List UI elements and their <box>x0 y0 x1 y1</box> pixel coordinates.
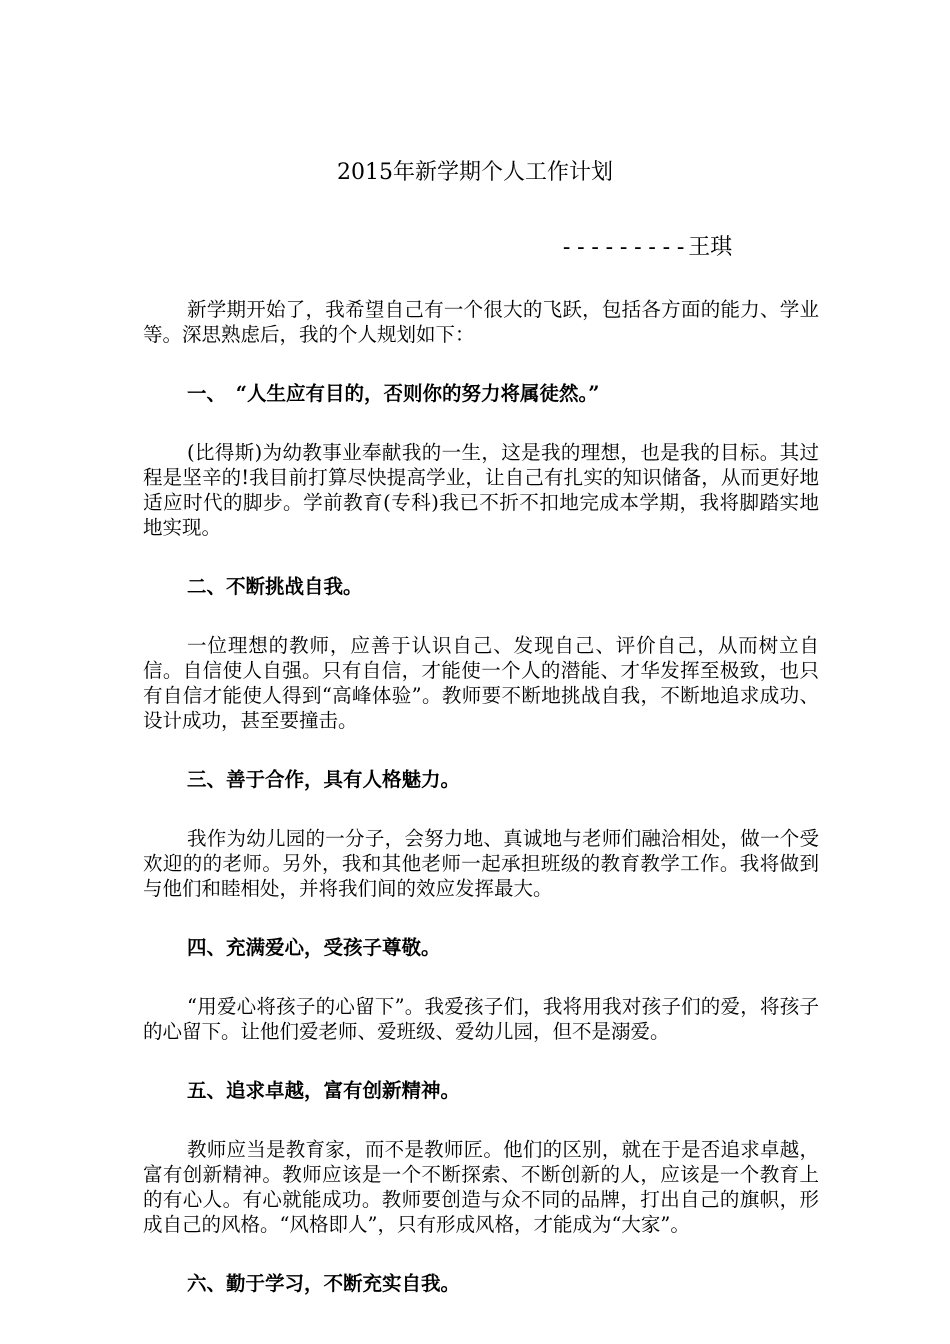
intro-paragraph: 新学期开始了，我希望自己有一个很大的飞跃，包括各方面的能力、学业等。深思熟虑后，我的个人规划如下： <box>143 298 819 346</box>
section-heading-4: 四、充满爱心，受孩子尊敬。 <box>187 936 441 959</box>
section-paragraph-1: (比得斯)为幼教事业奉献我的一生，这是我的理想，也是我的目标。其过程是坚辛的!我目前打算尽快提高学业，让自己有扎实的知识储备，从而更好地适应时代的脚步。学前教育(专科)我已不折不扣地完成本学期，我将脚踏实地地实现。 <box>143 441 819 539</box>
section-heading-1: 一、 “人生应有目的，否则你的努力将属徒然。” <box>187 382 600 405</box>
section-heading-3: 三、善于合作，具有人格魅力。 <box>187 768 461 791</box>
author-name: 王琪 <box>688 235 733 260</box>
section-paragraph-2: 一位理想的教师，应善于认识自己、发现自己、评价自己，从而树立自信。自信使人自强。只有自信，才能使一个人的潜能、才华发挥至极致，也只有自信才能使人得到“高峰体验”。教师要不断地挑战自我，不断地追求成功、设计成功，甚至要撞击。 <box>143 634 819 732</box>
document-title: 2015年新学期个人工作计划 <box>337 160 613 185</box>
section-paragraph-4: “用爱心将孩子的心留下”。我爱孩子们，我将用我对孩子们的爱，将孩子的心留下。让他们爱老师、爱班级、爱幼儿园，但不是溺爱。 <box>143 995 819 1043</box>
section-paragraph-5: 教师应当是教育家，而不是教师匠。他们的区别，就在于是否追求卓越，富有创新精神。教师应该是一个不断探索、不断创新的人，应该是一个教育上的有心人。有心就能成功。教师要创造与众不同的品牌，打出自己的旗帜，形成自己的风格。“风格即人”，只有形成风格，才能成为“大家”。 <box>143 1138 819 1236</box>
section-heading-6: 六、勤于学习，不断充实自我。 <box>187 1272 461 1295</box>
section-paragraph-3: 我作为幼儿园的一分子，会努力地、真诚地与老师们融洽相处，做一个受欢迎的的老师。另外，我和其他老师一起承担班级的教育教学工作。我将做到与他们和睦相处，并将我们间的效应发挥最大。 <box>143 827 819 900</box>
section-heading-5: 五、追求卓越，富有创新精神。 <box>187 1079 461 1102</box>
document-body <box>143 297 819 1330</box>
author-dashes: --------- <box>560 235 689 260</box>
author-line <box>560 233 732 263</box>
section-heading-2: 二、不断挑战自我。 <box>187 575 363 598</box>
